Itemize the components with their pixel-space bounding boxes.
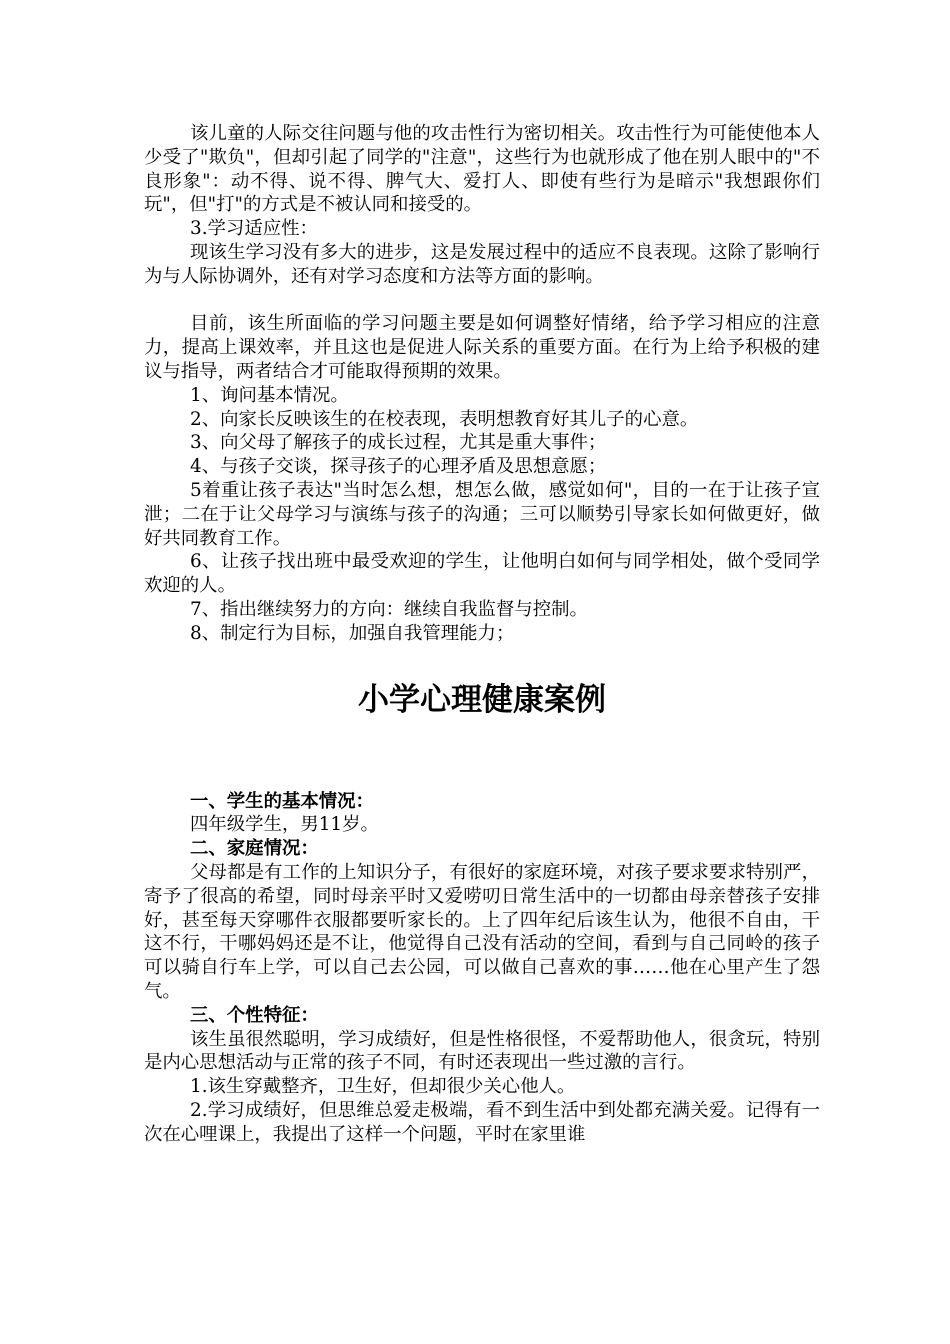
title-block — [144, 646, 820, 790]
list-item: 5着重让孩子表达"当时怎么想，想怎么做，感觉如何"，目的一在于让孩子宣泄；二在于让父母学习与演练与孩子的沟通；三可以顺势引导家长如何做更好，做好共同教育工作。 — [144, 479, 820, 549]
list-item: 2、向家长反映该生的在校表现，表明想教育好其儿子的心意。 — [190, 408, 699, 430]
paragraph-interpersonal: 该儿童的人际交往问题与他的攻击性行为密切相关。攻击性行为可能使他本人少受了"欺负"，但却引起了同学的"注意"，这些行为也就形成了他在别人眼中的"不良形象"：动不得、说不得、脾气大、爱打人、即使有些行为是暗示"我想跟你们玩"，但"打"的方式是不被认同和接受的。 — [144, 123, 820, 216]
list-item: 8、制定行为目标，加强自我管理能力； — [190, 622, 515, 644]
paragraph-personality-point-2: 2.学习成绩好，但思维总爱走极端，看不到生活中到处都充满关爱。记得有一次在心哩课上，我提出了这样一个问题，平时在家里谁 — [144, 1099, 820, 1145]
paragraph-current-problems: 目前，该生所面临的学习问题主要是如何调整好情绪，给予学习相应的注意力，提高上课效率，并且这也是促进人际关系的重要方面。在行为上给予积极的建议与指导，两者结合才可能取得预期的效果。 — [144, 313, 820, 382]
paragraph-learning-adaptation-heading: 3.学习适应性： — [190, 218, 318, 240]
paragraph-learning-progress: 现该生学习没有多大的进步，这是发展过程中的适应不良表现。这除了影响行为与人际协调外，还有对学习态度和方法等方面的影响。 — [144, 241, 820, 287]
paragraph-personality: 该生虽很然聪明，学习成绩好，但是性格很怪，不爱帮助他人，很贪玩，特别是内心思想活动与正常的孩子不同，有时还表现出一些过激的言行。 — [144, 1028, 820, 1074]
paragraph-basic-info: 四年级学生，男11岁。 — [190, 814, 379, 836]
paragraph-family: 父母都是有工作的上知识分子，有很好的家庭环境，对孩子要求要求特别严，寄予了很高的希望，同时母亲平时又爱唠叨日常生活中的一切都由母亲替孩子安排好，甚至每天穿哪件衣服都要听家长的。上了四年纪后该生认为，他很不自由，干这不行，干哪妈妈还是不让，他觉得自己没有活动的空间，看到与自己同岭的孩子可以骑自行车上学，可以自己去公园，可以做自己喜欢的事……他在心里产生了怨气。 — [144, 861, 820, 1002]
list-item: 4、与孩子交谈，探寻孩子的心理矛盾及思想意愿； — [190, 456, 607, 478]
section-heading-personality: 三、个性特征： — [190, 1004, 319, 1026]
paragraph-personality-point-1: 1.该生穿戴整齐，卫生好，但却很少关心他人。 — [190, 1076, 576, 1098]
document-page — [144, 122, 820, 1146]
list-item: 7、指出继续努力的方向：继续自我监督与控制。 — [190, 598, 588, 620]
document-title: 小学心理健康案例 — [358, 681, 606, 718]
list-item: 1、询问基本情况。 — [190, 384, 349, 406]
list-item: 6、让孩子找出班中最受欢迎的学生，让他明白如何与同学相处，做个受同学欢迎的人。 — [144, 551, 820, 597]
blank-line — [144, 289, 820, 313]
section-heading-family: 二、家庭情况： — [190, 838, 319, 860]
list-item: 3、向父母了解孩子的成长过程，尤其是重大事件； — [190, 432, 607, 454]
section-heading-basic-info: 一、学生的基本情况： — [190, 790, 374, 812]
